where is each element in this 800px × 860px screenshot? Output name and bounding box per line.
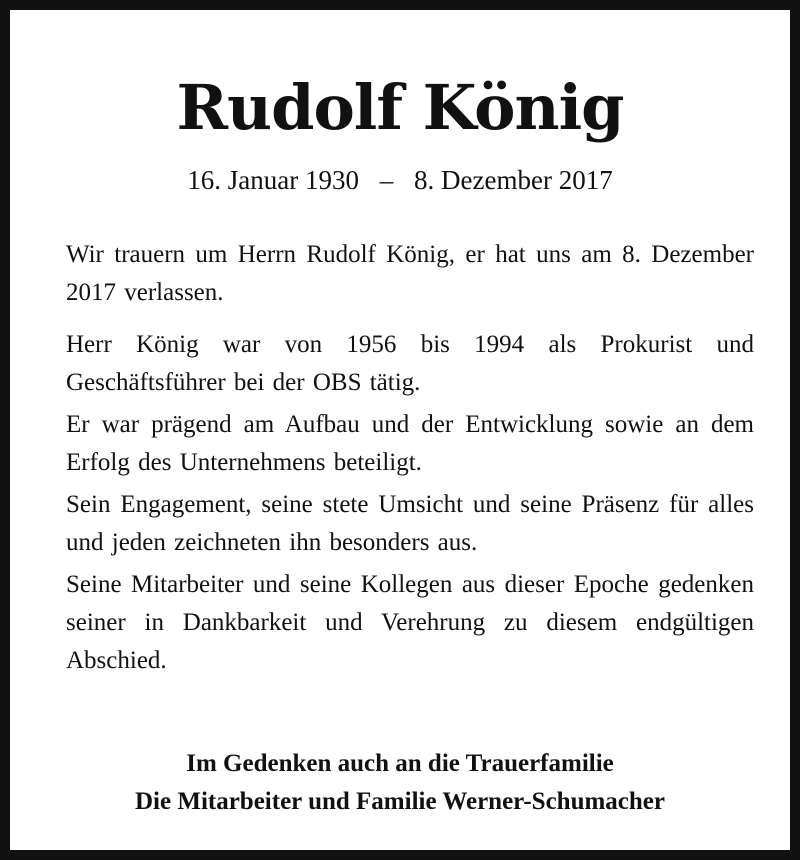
- date-separator: –: [379, 165, 394, 195]
- signature-block: [20, 745, 780, 821]
- paragraph-remembrance: Seine Mitarbeiter und seine Kollegen aus dieser Epoche gedenken seiner in Dankbarkeit und Verehrung zu diesem endgültigen Abschied.: [66, 571, 754, 674]
- life-dates: [20, 162, 780, 198]
- paragraph-contribution: Er war prägend am Aufbau und der Entwicklung sowie an dem Erfolg des Unternehmens beteiligt.: [66, 411, 754, 476]
- signature-line-family: Im Gedenken auch an die Trauerfamilie: [186, 750, 614, 777]
- paragraph-mourning: Wir trauern um Herrn Rudolf König, er hat uns am 8. Dezember 2017 verlassen.: [66, 241, 754, 306]
- death-date: 8. Dezember 2017: [414, 165, 613, 195]
- birth-date: 16. Januar 1930: [187, 165, 360, 195]
- signature-line-colleagues: Die Mitarbeiter und Familie Werner-Schumacher: [135, 788, 665, 815]
- deceased-name: Rudolf König: [176, 71, 624, 144]
- obituary-text: [66, 236, 754, 680]
- paragraph-career: Herr König war von 1956 bis 1994 als Prokurist und Geschäftsführer bei der OBS tätig.: [66, 331, 754, 396]
- paragraph-engagement: Sein Engagement, seine stete Umsicht und seine Präsenz für alles und jeden zeichneten ihn besonders aus.: [66, 491, 754, 556]
